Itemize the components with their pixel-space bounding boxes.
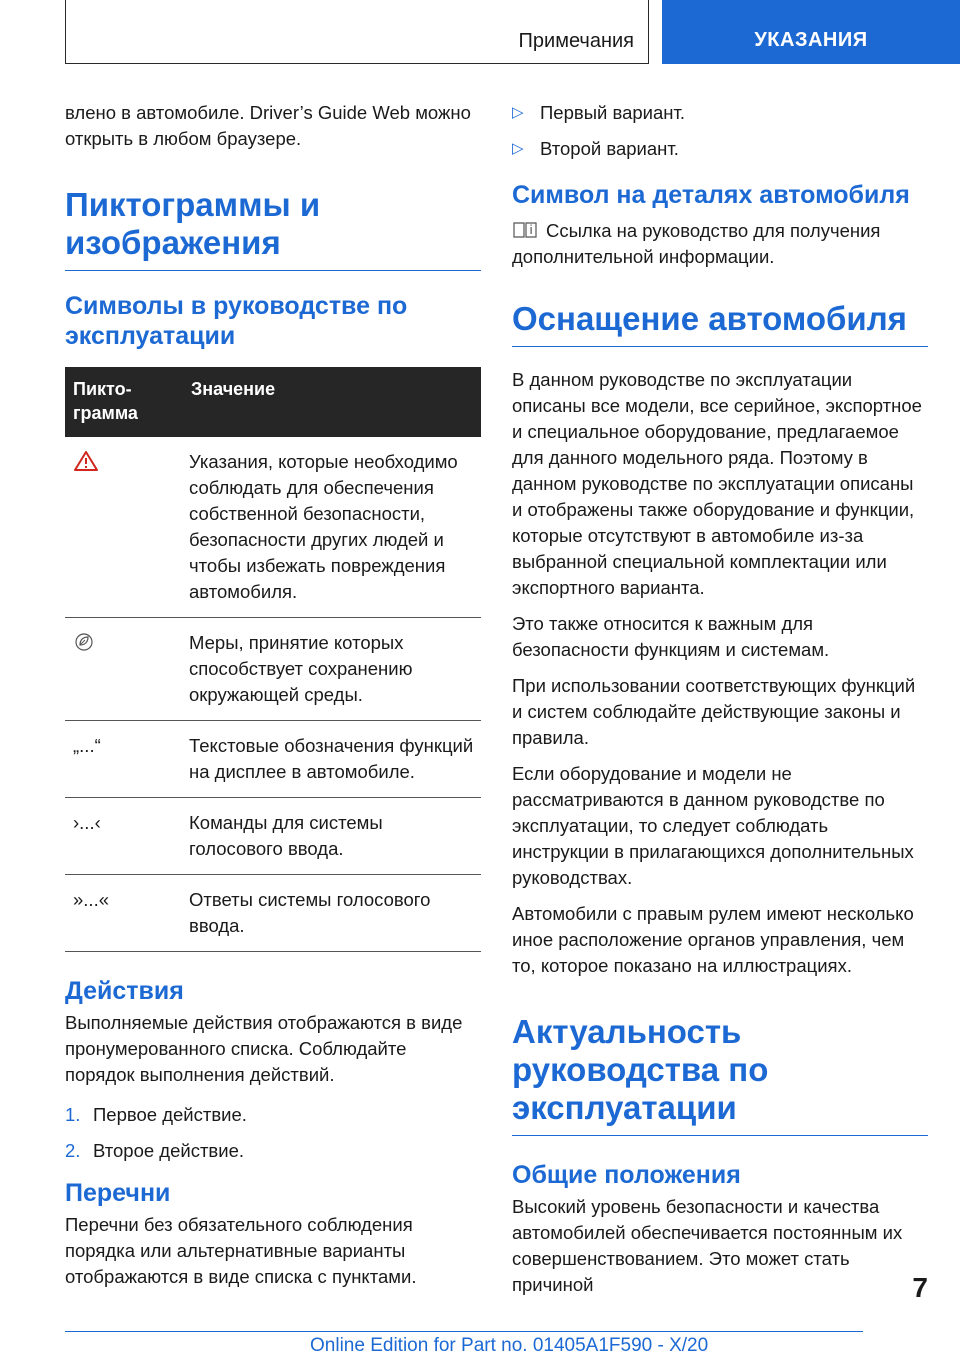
table-header-pictogram: Пикто-грамма — [65, 367, 183, 437]
list-item — [512, 136, 928, 162]
table-cell-pictogram: ›...‹ — [65, 798, 183, 875]
general-text: Высокий уровень безопасности и качества автомобилей обеспечивается постоянным их совершенствованием. Это может стать причиной — [512, 1196, 903, 1295]
table-cell-pictogram — [65, 437, 183, 618]
table-cell-meaning: Текстовые обозначения функций на дисплее в автомобиле. — [183, 721, 481, 798]
header-tab[interactable]: УКАЗАНИЯ — [662, 0, 960, 64]
table-row — [65, 798, 481, 875]
heading-actions: Действия — [65, 977, 184, 1005]
table-header-meaning: Значение — [183, 367, 481, 437]
heading-lists: Перечни — [65, 1179, 171, 1207]
table-cell-meaning: Меры, принятие которых способствует сохранению окружающей среды. — [183, 618, 481, 721]
symbol-parts-paragraph — [512, 218, 928, 270]
triangle-bullet-icon: ▷ — [512, 140, 524, 157]
heading-symbols: Символы в руководстве по эксплуатации — [65, 292, 408, 350]
table-row — [65, 875, 481, 952]
manual-book-icon — [512, 220, 538, 240]
table-cell-pictogram: „...“ — [65, 721, 183, 798]
heading-equipment: Оснащение автомобиля — [512, 300, 928, 347]
header-box — [65, 0, 649, 64]
bullet-text: Первый вариант. — [540, 102, 686, 123]
list-item — [65, 1102, 481, 1128]
equipment-paragraph: Автомобили с правым рулем имеют несколько иное расположение органов управления, чем то, которое показано на иллюстрациях. — [512, 903, 914, 976]
table-header-row — [65, 367, 481, 437]
symbols-table — [65, 367, 481, 952]
footer-edition: Online Edition for Part no. 01405A1F590 - X/20 — [310, 1335, 709, 1356]
page-number: 7 — [912, 1272, 928, 1303]
equipment-paragraph: В данном руководстве по эксплуатации описаны все модели, все серийное, экспортное и специальное оборудование, предлагаемое для данного модельного ряда. Поэтому в данном руководстве по эксплуатации описаны и отображены также оборудование и функции, которые отсутствуют в автомобиле из-за выбранной специальной комплектации или экспортного варианта. — [512, 369, 922, 598]
list-item — [512, 100, 928, 126]
table-cell-pictogram — [65, 618, 183, 721]
table-row — [65, 618, 481, 721]
table-cell-meaning: Ответы системы голосового ввода. — [183, 875, 481, 952]
equipment-paragraph: При использовании соответствующих функций и систем соблюдайте действующие законы и правила. — [512, 675, 916, 748]
warning-triangle-icon — [73, 450, 99, 472]
table-cell-pictogram: »...« — [65, 875, 183, 952]
right-column — [512, 100, 928, 1308]
table-cell-meaning: Указания, которые необходимо соблюдать для обеспечения собственной безопасности, безопасности других людей и чтобы избежать повреждения автомобиля. — [183, 437, 481, 618]
list-item — [65, 1138, 481, 1164]
step-number: 1. — [65, 1104, 81, 1125]
step-text: Первое действие. — [93, 1104, 247, 1125]
actions-text: Выполняемые действия отображаются в виде пронумерованного списка. Соблюдайте порядок выполнения действий. — [65, 1012, 463, 1085]
equipment-paragraph: Если оборудование и модели не рассматриваются в данном руководстве по эксплуатации, то следует соблюдать инструкции в прилагающихся дополнительных руководствах. — [512, 763, 914, 888]
step-number: 2. — [65, 1140, 81, 1161]
table-row — [65, 437, 481, 618]
lists-text: Перечни без обязательного соблюдения порядка или альтернативные варианты отображаются в виде списка с пунктами. — [65, 1214, 417, 1287]
symbol-parts-text: Ссылка на руководство для получения дополнительной информации. — [512, 220, 881, 267]
steps-list — [65, 1102, 481, 1164]
equipment-paragraph: Это также относится к важным для безопасности функциям и системам. — [512, 613, 830, 660]
triangle-bullet-icon: ▷ — [512, 104, 524, 121]
bullet-text: Второй вариант. — [540, 138, 679, 159]
table-row — [65, 721, 481, 798]
heading-general: Общие положения — [512, 1161, 741, 1189]
heading-actuality: Актуальность руководства по эксплуатации — [512, 1013, 928, 1136]
heading-symbol-parts: Символ на деталях автомобиля — [512, 181, 910, 209]
left-column — [65, 100, 481, 1300]
environment-leaf-icon — [73, 631, 95, 653]
intro-text: влено в автомобиле. Driver’s Guide Web можно открыть в любом браузере. — [65, 102, 471, 149]
table-cell-meaning: Команды для системы голосового ввода. — [183, 798, 481, 875]
heading-pictograms: Пиктограммы и изображения — [65, 186, 481, 271]
step-text: Второе действие. — [93, 1140, 245, 1161]
bullet-list — [512, 100, 928, 162]
footer-divider — [65, 1331, 863, 1332]
header-section-label: Примечания — [518, 30, 634, 52]
